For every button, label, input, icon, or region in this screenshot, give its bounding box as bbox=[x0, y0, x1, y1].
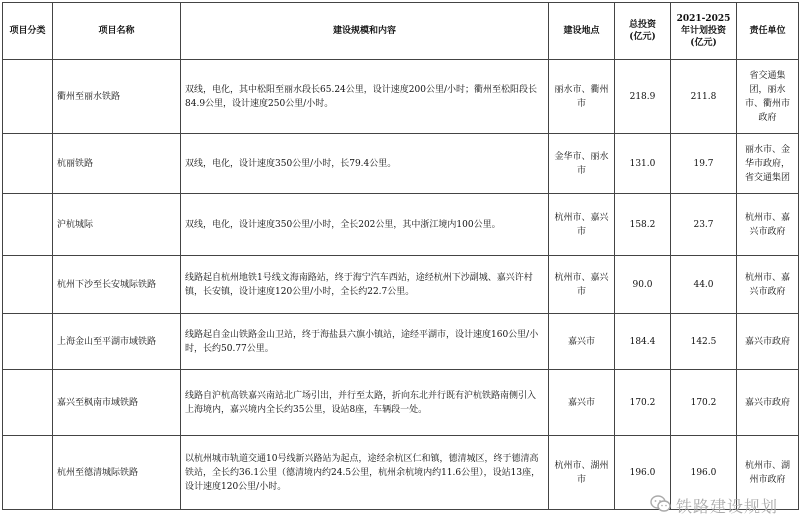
cell-total: 90.0 bbox=[615, 256, 671, 314]
cell-scope: 双线，电化，设计速度350公里/小时，全长202公里，其中浙江境内100公里。 bbox=[181, 194, 549, 256]
cell-location: 嘉兴市 bbox=[549, 370, 615, 436]
cell-planned: 142.5 bbox=[671, 314, 737, 370]
cell-scope: 以杭州城市轨道交通10号线新兴路站为起点，途经余杭区仁和镇，德清城区，终于德清高铁站，全长约36.1公里（德清境内约24.5公里，杭州余杭境内约11.6公里），设站13座，设计速度120公里/小时。 bbox=[181, 436, 549, 510]
header-location: 建设地点 bbox=[549, 3, 615, 60]
cell-scope: 双线，电化，其中松阳至丽水段长65.24公里，设计速度200公里/小时；衢州至松阳段长84.9公里，设计速度250公里/小时。 bbox=[181, 60, 549, 134]
cell-total: 170.2 bbox=[615, 370, 671, 436]
cell-name: 嘉兴至枫南市域铁路 bbox=[53, 370, 181, 436]
cell-category bbox=[3, 314, 53, 370]
cell-name: 沪杭城际 bbox=[53, 194, 181, 256]
cell-name: 杭州下沙至长安城际铁路 bbox=[53, 256, 181, 314]
cell-scope: 线路起自金山铁路金山卫站，终于海盐县六旗小镇站，途经平湖市，设计速度160公里/小时，长约50.77公里。 bbox=[181, 314, 549, 370]
cell-responsible: 嘉兴市政府 bbox=[737, 370, 799, 436]
cell-total: 158.2 bbox=[615, 194, 671, 256]
header-category: 项目分类 bbox=[3, 3, 53, 60]
cell-location: 金华市、丽水市 bbox=[549, 134, 615, 194]
table-row bbox=[3, 256, 799, 314]
cell-total: 218.9 bbox=[615, 60, 671, 134]
cell-planned: 19.7 bbox=[671, 134, 737, 194]
cell-responsible: 丽水市、金华市政府，省交通集团 bbox=[737, 134, 799, 194]
cell-planned: 23.7 bbox=[671, 194, 737, 256]
cell-location: 嘉兴市 bbox=[549, 314, 615, 370]
header-name: 项目名称 bbox=[53, 3, 181, 60]
cell-name: 杭州至德清城际铁路 bbox=[53, 436, 181, 510]
header-row bbox=[3, 3, 799, 60]
cell-category bbox=[3, 256, 53, 314]
cell-scope: 双线，电化，设计速度350公里/小时，长79.4公里。 bbox=[181, 134, 549, 194]
cell-scope: 线路自沪杭高铁嘉兴南站北广场引出，并行至太路，折向东北并行既有沪杭铁路南侧引入上海境内，嘉兴境内全长约35公里，设站8座，车辆段一处。 bbox=[181, 370, 549, 436]
cell-planned: 44.0 bbox=[671, 256, 737, 314]
cell-location: 杭州市、湖州市 bbox=[549, 436, 615, 510]
cell-total: 196.0 bbox=[615, 436, 671, 510]
header-scope: 建设规模和内容 bbox=[181, 3, 549, 60]
cell-location: 杭州市、嘉兴市 bbox=[549, 194, 615, 256]
cell-category bbox=[3, 370, 53, 436]
cell-category bbox=[3, 134, 53, 194]
cell-responsible: 杭州市、嘉兴市政府 bbox=[737, 256, 799, 314]
cell-planned: 211.8 bbox=[671, 60, 737, 134]
cell-responsible: 杭州市、嘉兴市政府 bbox=[737, 194, 799, 256]
cell-planned: 170.2 bbox=[671, 370, 737, 436]
cell-planned: 196.0 bbox=[671, 436, 737, 510]
cell-category bbox=[3, 436, 53, 510]
watermark bbox=[650, 494, 778, 517]
cell-name: 衢州至丽水铁路 bbox=[53, 60, 181, 134]
cell-location: 丽水市、衢州市 bbox=[549, 60, 615, 134]
table-row bbox=[3, 370, 799, 436]
cell-category bbox=[3, 60, 53, 134]
cell-total: 184.4 bbox=[615, 314, 671, 370]
table-row bbox=[3, 194, 799, 256]
cell-name: 杭丽铁路 bbox=[53, 134, 181, 194]
cell-total: 131.0 bbox=[615, 134, 671, 194]
cell-location: 杭州市、嘉兴市 bbox=[549, 256, 615, 314]
cell-category bbox=[3, 194, 53, 256]
header-total: 总投资 (亿元) bbox=[615, 3, 671, 60]
cell-responsible: 嘉兴市政府 bbox=[737, 314, 799, 370]
cell-responsible: 杭州市、湖州市政府 bbox=[737, 436, 799, 510]
header-responsible: 责任单位 bbox=[737, 3, 799, 60]
investment-table bbox=[2, 2, 799, 510]
table-row bbox=[3, 314, 799, 370]
table-row bbox=[3, 134, 799, 194]
watermark-text: 铁路建设规划 bbox=[675, 497, 778, 516]
wechat-icon bbox=[650, 495, 672, 517]
cell-scope: 线路起自杭州地铁1号线文海南路站，终于海宁汽车西站，途经杭州下沙副城、嘉兴许村镇，长安镇，设计速度120公里/小时，全长约22.7公里。 bbox=[181, 256, 549, 314]
table-row bbox=[3, 60, 799, 134]
header-planned: 2021-2025年计划投资 (亿元) bbox=[671, 3, 737, 60]
cell-responsible: 省交通集团，丽水市、衢州市政府 bbox=[737, 60, 799, 134]
cell-name: 上海金山至平湖市域铁路 bbox=[53, 314, 181, 370]
